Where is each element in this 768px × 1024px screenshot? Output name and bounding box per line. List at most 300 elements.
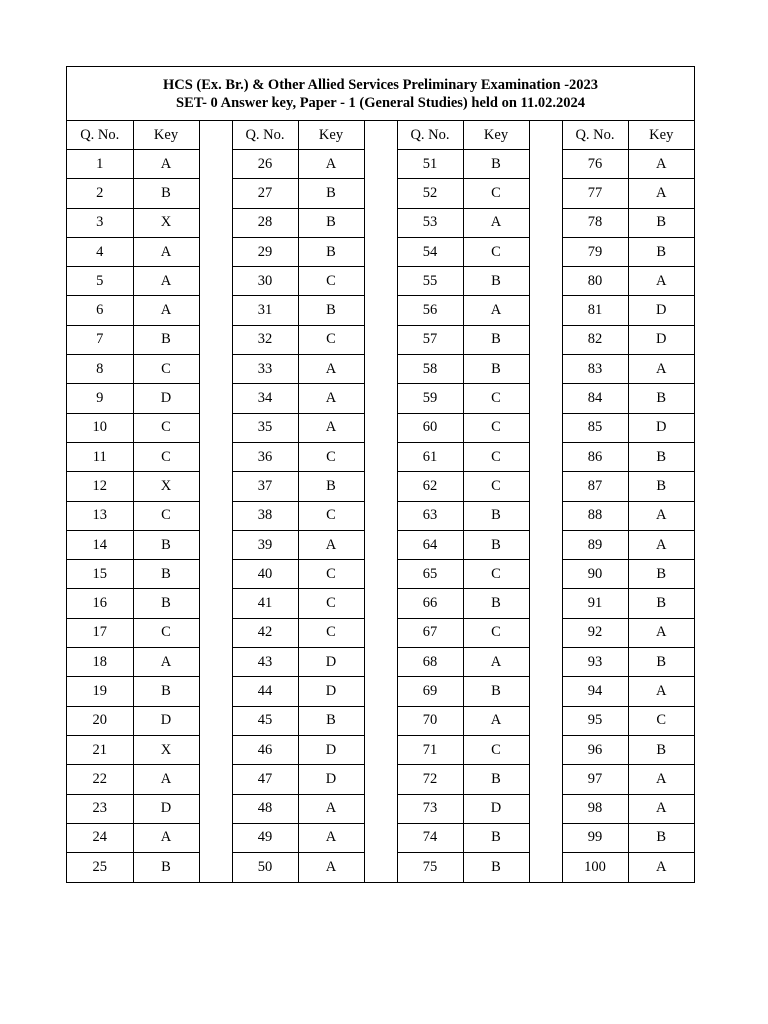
answer-key: A — [628, 765, 694, 794]
answer-key: C — [298, 442, 364, 471]
question-number: 80 — [562, 267, 628, 296]
answer-key: A — [133, 237, 199, 266]
table-row — [67, 267, 694, 296]
answer-key: C — [463, 179, 529, 208]
column-gap — [529, 706, 562, 735]
question-number: 64 — [397, 530, 463, 559]
question-number: 36 — [232, 442, 298, 471]
column-gap — [529, 735, 562, 764]
answer-key: B — [463, 677, 529, 706]
answer-key: B — [628, 648, 694, 677]
answer-key: A — [628, 501, 694, 530]
question-number: 72 — [397, 765, 463, 794]
answer-key: B — [463, 150, 529, 179]
table-row — [67, 325, 694, 354]
answer-key: A — [463, 208, 529, 237]
question-number: 65 — [397, 560, 463, 589]
answer-key: B — [133, 677, 199, 706]
answer-key: B — [628, 735, 694, 764]
column-gap — [364, 823, 397, 852]
question-number: 47 — [232, 765, 298, 794]
table-row — [67, 355, 694, 384]
column-gap — [529, 648, 562, 677]
column-gap — [364, 472, 397, 501]
table-row — [67, 560, 694, 589]
answer-key: B — [628, 442, 694, 471]
question-number: 98 — [562, 794, 628, 823]
answer-key: C — [298, 589, 364, 618]
answer-key: C — [133, 442, 199, 471]
question-number: 25 — [67, 853, 133, 882]
answer-key: C — [133, 355, 199, 384]
question-number: 52 — [397, 179, 463, 208]
column-gap — [364, 325, 397, 354]
question-number: 13 — [67, 501, 133, 530]
column-gap — [529, 853, 562, 882]
answer-key: C — [298, 618, 364, 647]
answer-key: B — [463, 765, 529, 794]
answer-key: A — [628, 267, 694, 296]
table-row — [67, 706, 694, 735]
column-gap — [364, 442, 397, 471]
answer-key: D — [298, 765, 364, 794]
answer-key: D — [298, 648, 364, 677]
column-gap — [199, 179, 232, 208]
document-title — [67, 67, 694, 121]
answer-key: A — [628, 150, 694, 179]
answer-key: A — [628, 618, 694, 647]
table-row — [67, 384, 694, 413]
answer-key: B — [133, 325, 199, 354]
column-gap — [199, 765, 232, 794]
column-gap — [529, 472, 562, 501]
answer-key: D — [463, 794, 529, 823]
answer-key: A — [133, 267, 199, 296]
answer-key: A — [298, 150, 364, 179]
column-gap — [364, 618, 397, 647]
answer-key: A — [133, 296, 199, 325]
column-gap — [364, 384, 397, 413]
answer-key: B — [133, 853, 199, 882]
answer-key: D — [628, 296, 694, 325]
question-number: 58 — [397, 355, 463, 384]
question-number: 11 — [67, 442, 133, 471]
column-gap — [529, 384, 562, 413]
question-number: 46 — [232, 735, 298, 764]
question-number: 76 — [562, 150, 628, 179]
question-number: 14 — [67, 530, 133, 559]
question-number: 10 — [67, 413, 133, 442]
column-gap — [529, 237, 562, 266]
question-number: 56 — [397, 296, 463, 325]
question-number: 19 — [67, 677, 133, 706]
question-number: 28 — [232, 208, 298, 237]
answer-key: B — [628, 237, 694, 266]
question-number: 18 — [67, 648, 133, 677]
answer-key: B — [298, 208, 364, 237]
answer-key: A — [628, 179, 694, 208]
column-gap — [529, 355, 562, 384]
question-number: 9 — [67, 384, 133, 413]
question-number: 57 — [397, 325, 463, 354]
question-number: 12 — [67, 472, 133, 501]
answer-key: C — [463, 560, 529, 589]
answer-key: C — [463, 618, 529, 647]
answer-key: A — [298, 794, 364, 823]
column-gap — [199, 823, 232, 852]
answer-key: B — [463, 267, 529, 296]
column-gap — [199, 442, 232, 471]
answer-key: A — [463, 648, 529, 677]
header-qno: Q. No. — [397, 121, 463, 150]
table-row — [67, 472, 694, 501]
question-number: 42 — [232, 618, 298, 647]
answer-key: B — [463, 501, 529, 530]
table-row — [67, 677, 694, 706]
answer-key: B — [133, 179, 199, 208]
question-number: 91 — [562, 589, 628, 618]
column-gap — [364, 706, 397, 735]
column-gap — [199, 501, 232, 530]
column-gap — [529, 267, 562, 296]
column-gap — [199, 794, 232, 823]
column-gap — [364, 765, 397, 794]
question-number: 6 — [67, 296, 133, 325]
table-row — [67, 589, 694, 618]
answer-key: B — [463, 823, 529, 852]
column-gap — [364, 296, 397, 325]
question-number: 74 — [397, 823, 463, 852]
question-number: 44 — [232, 677, 298, 706]
question-number: 45 — [232, 706, 298, 735]
question-number: 77 — [562, 179, 628, 208]
question-number: 40 — [232, 560, 298, 589]
question-number: 100 — [562, 853, 628, 882]
column-gap — [364, 179, 397, 208]
question-number: 60 — [397, 413, 463, 442]
column-gap — [199, 296, 232, 325]
question-number: 51 — [397, 150, 463, 179]
answer-key: C — [298, 501, 364, 530]
column-gap — [199, 208, 232, 237]
column-gap — [529, 560, 562, 589]
question-number: 23 — [67, 794, 133, 823]
answer-key: C — [463, 442, 529, 471]
table-row — [67, 413, 694, 442]
answer-key: A — [628, 853, 694, 882]
question-number: 37 — [232, 472, 298, 501]
question-number: 62 — [397, 472, 463, 501]
table-row — [67, 442, 694, 471]
answer-key: A — [298, 530, 364, 559]
answer-key: A — [133, 765, 199, 794]
answer-key: D — [133, 384, 199, 413]
answer-key: A — [628, 677, 694, 706]
question-number: 99 — [562, 823, 628, 852]
column-gap — [529, 325, 562, 354]
table-row — [67, 530, 694, 559]
question-number: 92 — [562, 618, 628, 647]
question-number: 21 — [67, 735, 133, 764]
table-row — [67, 735, 694, 764]
header-qno: Q. No. — [562, 121, 628, 150]
column-gap — [199, 530, 232, 559]
question-number: 84 — [562, 384, 628, 413]
question-number: 81 — [562, 296, 628, 325]
answer-key: C — [298, 267, 364, 296]
table-row — [67, 765, 694, 794]
column-gap — [529, 121, 562, 150]
answer-key: B — [628, 472, 694, 501]
answer-key: B — [628, 823, 694, 852]
header-key: Key — [628, 121, 694, 150]
table-row — [67, 853, 694, 882]
question-number: 35 — [232, 413, 298, 442]
answer-key: C — [463, 237, 529, 266]
column-gap — [199, 735, 232, 764]
question-number: 93 — [562, 648, 628, 677]
header-qno: Q. No. — [232, 121, 298, 150]
column-gap — [364, 560, 397, 589]
question-number: 7 — [67, 325, 133, 354]
question-number: 32 — [232, 325, 298, 354]
column-gap — [529, 618, 562, 647]
question-number: 79 — [562, 237, 628, 266]
column-gap — [529, 765, 562, 794]
column-gap — [529, 677, 562, 706]
question-number: 69 — [397, 677, 463, 706]
table-row — [67, 296, 694, 325]
question-number: 66 — [397, 589, 463, 618]
question-number: 75 — [397, 853, 463, 882]
table-row — [67, 179, 694, 208]
question-number: 63 — [397, 501, 463, 530]
column-gap — [199, 589, 232, 618]
question-number: 15 — [67, 560, 133, 589]
question-number: 82 — [562, 325, 628, 354]
column-gap — [529, 501, 562, 530]
column-gap — [364, 677, 397, 706]
answer-key: B — [463, 325, 529, 354]
column-gap — [529, 150, 562, 179]
answer-key: A — [298, 355, 364, 384]
question-number: 50 — [232, 853, 298, 882]
column-gap — [529, 413, 562, 442]
question-number: 31 — [232, 296, 298, 325]
answer-key: B — [298, 179, 364, 208]
column-gap — [364, 794, 397, 823]
question-number: 86 — [562, 442, 628, 471]
question-number: 26 — [232, 150, 298, 179]
column-gap — [199, 853, 232, 882]
question-number: 83 — [562, 355, 628, 384]
answer-key: B — [298, 706, 364, 735]
column-gap — [199, 267, 232, 296]
question-number: 89 — [562, 530, 628, 559]
answer-key: B — [628, 589, 694, 618]
answer-key: B — [628, 560, 694, 589]
answer-key: B — [463, 589, 529, 618]
question-number: 49 — [232, 823, 298, 852]
column-gap — [199, 150, 232, 179]
column-gap — [364, 413, 397, 442]
answer-key: X — [133, 735, 199, 764]
answer-key: A — [463, 296, 529, 325]
answer-key: A — [463, 706, 529, 735]
column-gap — [364, 267, 397, 296]
question-number: 5 — [67, 267, 133, 296]
answer-key: D — [628, 325, 694, 354]
answer-key: A — [133, 823, 199, 852]
table-row — [67, 823, 694, 852]
header-key: Key — [298, 121, 364, 150]
question-number: 96 — [562, 735, 628, 764]
answer-key: A — [298, 823, 364, 852]
table-header-row — [67, 121, 694, 150]
answer-key: A — [133, 648, 199, 677]
question-number: 2 — [67, 179, 133, 208]
question-number: 48 — [232, 794, 298, 823]
answer-key: C — [133, 618, 199, 647]
answer-key: C — [133, 413, 199, 442]
table-row — [67, 208, 694, 237]
answer-key: B — [133, 589, 199, 618]
table-row — [67, 648, 694, 677]
question-number: 71 — [397, 735, 463, 764]
question-number: 59 — [397, 384, 463, 413]
question-number: 38 — [232, 501, 298, 530]
question-number: 4 — [67, 237, 133, 266]
column-gap — [199, 121, 232, 150]
column-gap — [199, 325, 232, 354]
answer-key: C — [298, 560, 364, 589]
question-number: 70 — [397, 706, 463, 735]
question-number: 61 — [397, 442, 463, 471]
answer-key: C — [298, 325, 364, 354]
answer-key: A — [628, 530, 694, 559]
answer-key: C — [463, 413, 529, 442]
title-line-1: HCS (Ex. Br.) & Other Allied Services Preliminary Examination -2023 — [162, 76, 599, 93]
column-gap — [364, 648, 397, 677]
question-number: 20 — [67, 706, 133, 735]
table-row — [67, 794, 694, 823]
column-gap — [529, 823, 562, 852]
answer-key: A — [628, 794, 694, 823]
question-number: 29 — [232, 237, 298, 266]
question-number: 87 — [562, 472, 628, 501]
column-gap — [364, 853, 397, 882]
question-number: 54 — [397, 237, 463, 266]
question-number: 55 — [397, 267, 463, 296]
column-gap — [199, 648, 232, 677]
answer-key: B — [463, 853, 529, 882]
answer-key: B — [133, 530, 199, 559]
column-gap — [364, 208, 397, 237]
column-gap — [199, 384, 232, 413]
column-gap — [529, 530, 562, 559]
question-number: 16 — [67, 589, 133, 618]
answer-key: C — [133, 501, 199, 530]
answer-key: D — [133, 706, 199, 735]
column-gap — [199, 237, 232, 266]
answer-key: B — [463, 355, 529, 384]
header-key: Key — [463, 121, 529, 150]
question-number: 8 — [67, 355, 133, 384]
column-gap — [364, 355, 397, 384]
answer-key: D — [298, 735, 364, 764]
question-number: 39 — [232, 530, 298, 559]
question-number: 41 — [232, 589, 298, 618]
column-gap — [364, 121, 397, 150]
question-number: 85 — [562, 413, 628, 442]
question-number: 94 — [562, 677, 628, 706]
question-number: 67 — [397, 618, 463, 647]
question-number: 1 — [67, 150, 133, 179]
column-gap — [364, 501, 397, 530]
column-gap — [199, 618, 232, 647]
question-number: 24 — [67, 823, 133, 852]
column-gap — [529, 179, 562, 208]
question-number: 34 — [232, 384, 298, 413]
column-gap — [529, 794, 562, 823]
question-number: 95 — [562, 706, 628, 735]
answer-key: A — [298, 384, 364, 413]
question-number: 97 — [562, 765, 628, 794]
header-key: Key — [133, 121, 199, 150]
table-row — [67, 618, 694, 647]
column-gap — [364, 530, 397, 559]
answer-key: B — [298, 237, 364, 266]
answer-key: A — [628, 355, 694, 384]
answer-key: D — [133, 794, 199, 823]
column-gap — [364, 589, 397, 618]
column-gap — [529, 296, 562, 325]
answer-key: B — [628, 208, 694, 237]
question-number: 53 — [397, 208, 463, 237]
question-number: 88 — [562, 501, 628, 530]
table-row — [67, 237, 694, 266]
column-gap — [199, 677, 232, 706]
question-number: 17 — [67, 618, 133, 647]
answer-key-sheet — [66, 66, 695, 883]
column-gap — [199, 706, 232, 735]
column-gap — [529, 442, 562, 471]
question-number: 3 — [67, 208, 133, 237]
question-number: 43 — [232, 648, 298, 677]
answer-key: C — [463, 384, 529, 413]
answer-key: D — [298, 677, 364, 706]
title-line-2: SET- 0 Answer key, Paper - 1 (General Studies) held on 11.02.2024 — [176, 94, 585, 111]
answer-key: B — [298, 472, 364, 501]
answer-key: B — [628, 384, 694, 413]
answer-key: A — [133, 150, 199, 179]
question-number: 90 — [562, 560, 628, 589]
answer-key: B — [298, 296, 364, 325]
column-gap — [199, 355, 232, 384]
column-gap — [199, 472, 232, 501]
answer-key: X — [133, 472, 199, 501]
question-number: 33 — [232, 355, 298, 384]
question-number: 22 — [67, 765, 133, 794]
column-gap — [364, 237, 397, 266]
column-gap — [199, 560, 232, 589]
question-number: 30 — [232, 267, 298, 296]
column-gap — [364, 735, 397, 764]
header-qno: Q. No. — [67, 121, 133, 150]
column-gap — [364, 150, 397, 179]
answer-key: B — [133, 560, 199, 589]
question-number: 73 — [397, 794, 463, 823]
